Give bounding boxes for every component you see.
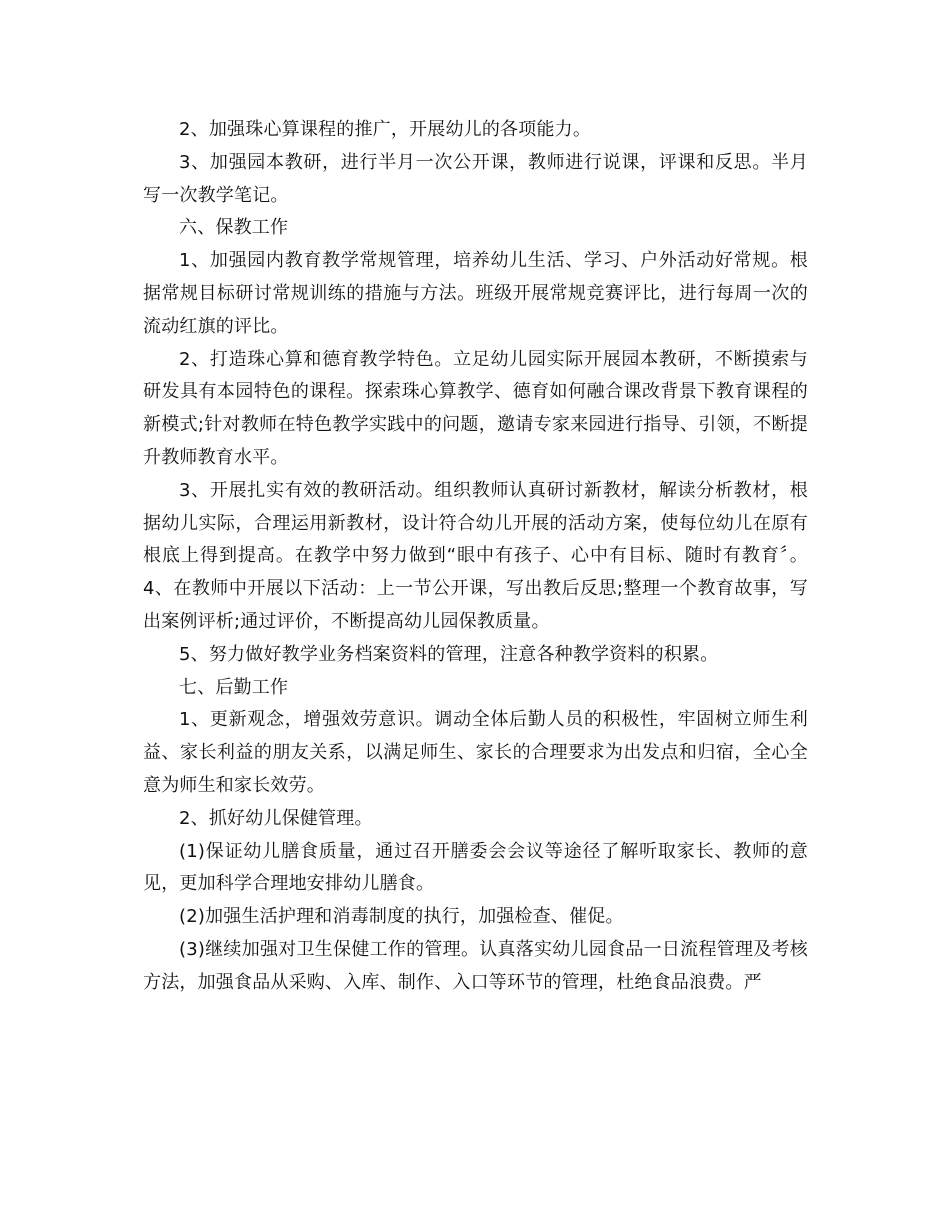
paragraph: 3、加强园本教研，进行半月一次公开课，教师进行说课，评课和反思。半月写一次教学笔记。 <box>143 151 808 206</box>
section-heading: 六、保教工作 <box>179 217 289 239</box>
paragraph: (2)加强生活护理和消毒制度的执行，加强检查、催促。 <box>179 906 624 928</box>
paragraph: (1)保证幼儿膳食质量，通过召开膳委会会议等途径了解听取家长、教师的意见，更加科学合理地安排幼儿膳食。 <box>143 840 808 895</box>
paragraph: 2、加强珠心算课程的推广，开展幼儿的各项能力。 <box>179 119 592 140</box>
paragraph: 5、努力做好教学业务档案资料的管理，注意各种教学资料的积累。 <box>179 643 719 665</box>
section-heading: 七、后勤工作 <box>179 676 289 698</box>
paragraph: 2、打造珠心算和德育教学特色。立足幼儿园实际开展园本教研，不断摸索与研发具有本园特色的课程。探索珠心算教学、德育如何融合课改背景下教育课程的新模式;针对教师在特色教学实践中的问题，邀请专家来园进行指导、引领，不断提升教师教育水平。 <box>143 348 808 468</box>
document-body <box>143 114 808 1000</box>
paragraph: 3、开展扎实有效的教研活动。组织教师认真研讨新教材，解读分析教材，根据幼儿实际，合理运用新教材，设计符合幼儿开展的活动方案，使每位幼儿在原有根底上得到提高。在教学中努力做到“眼中有孩子、心中有目标、随时有教育〞。 4、在教师中开展以下活动：上一节公开课，写出教后反思;整理一个教育故事，写出案例评析;通过评价，不断提高幼儿园保教质量。 <box>143 479 808 632</box>
paragraph: (3)继续加强对卫生保健工作的管理。认真落实幼儿园食品一日流程管理及考核方法，加强食品从采购、入库、制作、入口等环节的管理，杜绝食品浪费。严 <box>143 938 808 993</box>
paragraph: 1、加强园内教育教学常规管理，培养幼儿生活、学习、户外活动好常规。根据常规目标研讨常规训练的措施与方法。班级开展常规竞赛评比，进行每周一次的流动红旗的评比。 <box>143 250 808 337</box>
paragraph: 1、更新观念，增强效劳意识。调动全体后勤人员的积极性，牢固树立师生利益、家长利益的朋友关系，以满足师生、家长的合理要求为出发点和归宿，全心全意为师生和家长效劳。 <box>143 709 808 796</box>
paragraph: 2、抓好幼儿保健管理。 <box>179 807 373 829</box>
